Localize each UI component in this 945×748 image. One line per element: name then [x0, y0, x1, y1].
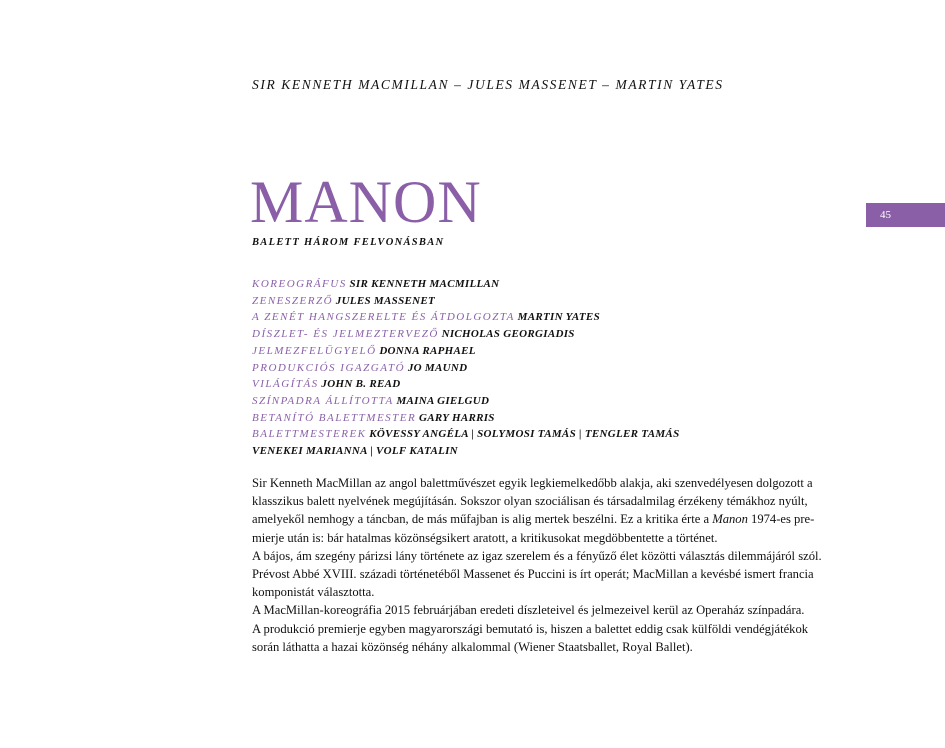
work-title: Manon [712, 512, 748, 527]
credit-value: MARTIN YATES [517, 311, 600, 324]
credit-value: GARY HARRIS [418, 411, 495, 424]
body-line: A produkció premierje egyben magyarországi bemutató is, hiszen a balettet eddig csak külföldi vendégjátékok [252, 621, 809, 636]
text: 1974-es pre- [747, 512, 815, 527]
credit-value: NICHOLAS GEORGIADIS [441, 328, 575, 341]
credit-row [252, 426, 679, 443]
credit-row [252, 309, 679, 326]
credit-label: DÍSZLET- ÉS JELMEZTERVEZŐ [252, 328, 439, 341]
running-header: SIR KENNETH MACMILLAN – JULES MASSENET – MARTIN YATES [252, 77, 724, 92]
credit-row [252, 360, 679, 377]
body-line [252, 510, 822, 528]
subtitle: BALETT HÁROM FELVONÁSBAN [252, 237, 445, 248]
credit-row [252, 343, 679, 360]
credit-value: MAINA GIELGUD [396, 394, 490, 407]
credit-value: VENEKEI MARIANNA | VOLF KATALIN [252, 445, 458, 458]
body-line: mierje után is: bár hatalmas közönségsikert aratott, a kritikusokat megdöbbentette a történet. [252, 530, 718, 545]
credit-row [252, 376, 679, 393]
body-line: A MacMillan-koreográfia 2015 februárjában eredeti díszleteivel és jelmezeivel kerül az Operaház színpadára. [252, 603, 805, 618]
body-line: klasszikus balett nyelvének megújításán. Sokszor olyan szociálisan és társadalmilag érzékeny témákhoz nyúlt, [252, 494, 808, 509]
body-line: komponistát választotta. [252, 585, 375, 600]
body-line: Sir Kenneth MacMillan az angol balettművészet egyik legkiemelkedőbb alakja, aki szenvedélyesen dolgozott a [252, 476, 813, 490]
credit-label: BALETTMESTEREK [252, 428, 367, 441]
body-line: Prévost Abbé XVIII. századi történetéből Massenet és Puccini is írt operát; MacMillan a kevésbé ismert francia [252, 567, 814, 582]
text: amelyekől nemhogy a táncban, de más műfajban is alig mertek beszélni. Ez a kritika érte a [252, 512, 713, 527]
credit-row [252, 443, 679, 460]
credit-row [252, 326, 679, 343]
page-number: 45 [866, 203, 945, 227]
credit-label: JELMEZFELÜGYELŐ [252, 344, 377, 357]
credit-value: SIR KENNETH MACMILLAN [349, 278, 500, 290]
credit-label: KOREOGRÁFUS [252, 278, 347, 290]
credits-list [252, 276, 679, 460]
credit-value: JO MAUND [407, 361, 468, 374]
credit-value: DONNA RAPHAEL [379, 344, 476, 357]
body-text [252, 474, 822, 656]
credit-value: JULES MASSENET [335, 294, 436, 307]
credit-row [252, 410, 679, 427]
credit-value: JOHN B. READ [321, 378, 401, 391]
credit-label: PRODUKCIÓS IGAZGATÓ [252, 361, 406, 374]
credit-label: A ZENÉT HANGSZERELTE ÉS ÁTDOLGOZTA [252, 311, 515, 324]
credit-label: VILÁGÍTÁS [252, 378, 319, 391]
credit-label: SZÍNPADRA ÁLLÍTOTTA [252, 394, 394, 407]
credit-row [252, 393, 679, 410]
credit-row [252, 276, 679, 293]
page-title: MANON [250, 169, 482, 235]
credit-label: ZENESZERZŐ [252, 294, 334, 307]
body-line: A bájos, ám szegény párizsi lány története az igaz szerelem és a fényűző élet közötti választás dilemmájáról szól. [252, 548, 822, 563]
credit-row [252, 293, 679, 310]
body-line: során láthatta a hazai közönség néhány alkalommal (Wiener Staatsballet, Royal Ballet). [252, 639, 693, 654]
credit-value: KÖVESSY ANGÉLA | SOLYMOSI TAMÁS | TENGLER TAMÁS [369, 428, 680, 441]
credit-label: BETANÍTÓ BALETTMESTER [252, 411, 417, 424]
